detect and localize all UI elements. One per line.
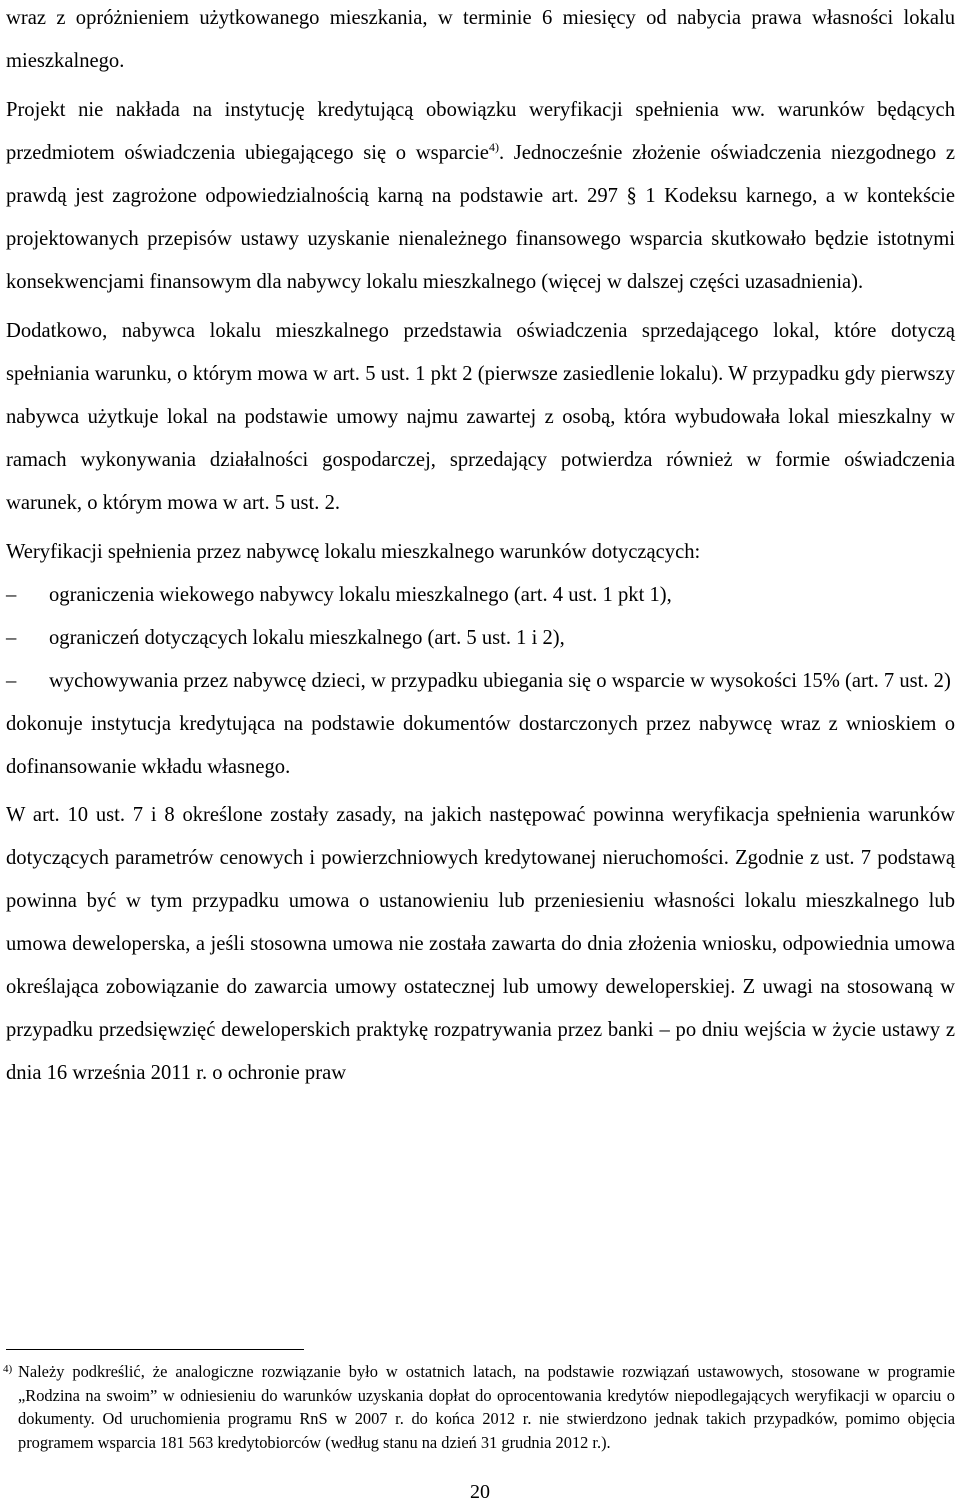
dash-bullet-icon: – <box>6 584 17 606</box>
list-item <box>6 617 955 660</box>
paragraph-article-10: W art. 10 ust. 7 i 8 określone zostały zasady, na jakich następować powinna weryfikacja spełnienia warunków dotyczących parametrów cenowych i powierzchniowych kredytowanej nieruchomości. Zgodnie z ust. 7 podstawą powinna być w tym przypadku umowa o ustanowieniu lub przeniesieniu własności lokalu mieszkalnego lub umowa deweloperska, a jeśli stosowna umowa nie została zawarta do dnia złożenia wniosku, odpowiednia umowa określająca zobowiązanie do zawarcia umowy ostatecznej lub umowy deweloperskiej. Z uwagi na stosowaną w przypadku przedsięwzięć deweloperskich praktykę rozpatrywania przez banki – po dniu wejścia w życie ustawy z dnia 16 września 2011 r. o ochronie praw <box>6 804 955 1084</box>
paragraph-verification-text-before: Projekt nie nakłada na instytucję kredytującą obowiązku weryfikacji spełnienia ww. warunków będących przedmiotem oświadczenia ubiegającego się o wsparcie <box>6 99 955 164</box>
paragraph-continuation: wraz z opróżnieniem użytkowanego mieszkania, w terminie 6 miesięcy od nabycia prawa własności lokalu mieszkalnego. <box>6 7 955 72</box>
page-number: 20 <box>470 1481 490 1503</box>
footnote-text: Należy podkreślić, że analogiczne rozwiązanie było w ostatnich latach, na podstawie rozwiązań ustawowych, stosowane w programie „Rodzina na swoim” w odniesieniu do warunków uzyskania dopłat do oprocentowania kredytów niepodlegających weryfikacji w oparciu o dokumenty. Od uruchomienia programu RnS w 2007 r. do końca 2012 r. nie stwierdzono jednak takich przypadków, pomimo objęcia programem wsparcia 181 563 kredytobiorców (według stanu na dzień 31 grudnia 2012 r.). <box>18 1362 955 1452</box>
dash-bullet-icon: – <box>6 670 17 692</box>
paragraph-additional-statement: Dodatkowo, nabywca lokalu mieszkalnego przedstawia oświadczenia sprzedającego lokal, które dotyczą spełniania warunku, o którym mowa w art. 5 ust. 1 pkt 2 (pierwsze zasiedlenie lokalu). W przypadku gdy pierwszy nabywca użytkuje lokal na podstawie umowy najmu zawartej z osobą, która wybudowała lokal mieszkalny w ramach wykonywania działalności gospodarczej, sprzedający potwierdza również w formie oświadczenia warunek, o którym mowa w art. 5 ust. 2. <box>6 320 955 514</box>
document-page <box>6 0 955 1095</box>
footnote-mark: 4) <box>3 1363 13 1375</box>
paragraph-verification-intro: Weryfikacji spełnienia przez nabywcę lokalu mieszkalnego warunków dotyczących: <box>6 541 701 563</box>
list-item-text: ograniczeń dotyczących lokalu mieszkalnego (art. 5 ust. 1 i 2), <box>49 627 565 649</box>
list-item-text: wychowywania przez nabywcę dzieci, w przypadku ubiegania się o wsparcie w wysokości 15% (art. 7 ust. 2) <box>49 670 951 692</box>
paragraph-after-list: dokonuje instytucja kredytująca na podstawie dokumentów dostarczonych przez nabywcę wraz z wnioskiem o dofinansowanie wkładu własnego. <box>6 713 955 778</box>
list-item <box>6 660 955 703</box>
footnote <box>3 1360 955 1454</box>
paragraph-verification <box>6 89 955 304</box>
footnote-reference: 4) <box>488 140 499 155</box>
list-item <box>6 574 955 617</box>
footnote-separator <box>6 1349 304 1350</box>
paragraph-verification-text-after: . Jednocześnie złożenie oświadczenia niezgodnego z prawdą jest zagrożone odpowiedzialnością karną na podstawie art. 297 § 1 Kodeksu karnego, a w kontekście projektowanych przepisów ustawy uzyskanie nienależnego finansowego wsparcia skutkowało będzie istotnymi konsekwencjami finansowym dla nabywcy lokalu mieszkalnego (więcej w dalszej części uzasadnienia). <box>6 142 955 293</box>
list-item-text: ograniczenia wiekowego nabywcy lokalu mieszkalnego (art. 4 ust. 1 pkt 1), <box>49 584 672 606</box>
conditions-list <box>6 574 955 703</box>
dash-bullet-icon: – <box>6 627 17 649</box>
